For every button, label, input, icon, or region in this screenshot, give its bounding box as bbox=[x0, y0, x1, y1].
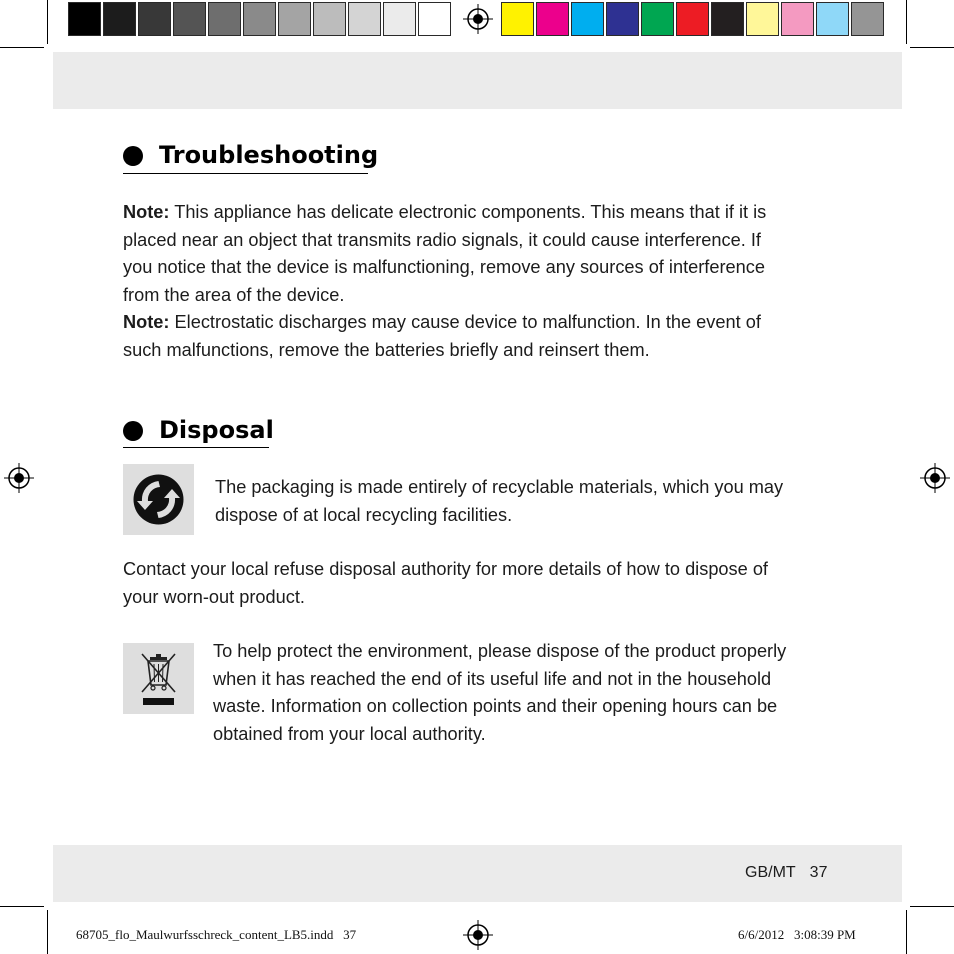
color-swatch bbox=[746, 2, 779, 36]
text-line: obtained from your local authority. bbox=[213, 723, 486, 744]
text-line: To help protect the environment, please dispose of the product properly bbox=[213, 641, 787, 661]
note-1-line: from the area of the device. bbox=[123, 284, 345, 305]
header-band bbox=[53, 52, 902, 109]
color-swatch bbox=[711, 2, 744, 36]
crop-mark bbox=[910, 906, 954, 907]
bullet-icon bbox=[123, 146, 143, 166]
text-line: when it has reached the end of its useful life and not in the household bbox=[213, 668, 772, 689]
note-1-line: you notice that the device is malfunctioning, remove any sources of interference bbox=[123, 257, 765, 277]
troubleshooting-title: Troubleshooting bbox=[159, 141, 379, 169]
color-swatch bbox=[816, 2, 849, 36]
crop-mark bbox=[0, 47, 44, 48]
color-swatch bbox=[641, 2, 674, 36]
disposal-title: Disposal bbox=[159, 416, 274, 444]
color-swatch bbox=[851, 2, 884, 36]
region-label: GB/MT bbox=[745, 864, 796, 881]
color-swatch bbox=[606, 2, 639, 36]
heading-underline bbox=[123, 173, 368, 174]
note-2-line: such malfunctions, remove the batteries briefly and reinsert them. bbox=[123, 339, 650, 360]
crop-mark bbox=[906, 910, 907, 954]
note-1-line bbox=[123, 199, 843, 227]
color-swatch bbox=[536, 2, 569, 36]
disposal-heading bbox=[123, 416, 274, 445]
registration-mark-icon bbox=[463, 4, 493, 34]
slug-filename: 68705_flo_Maulwurfsschreck_content_LB5.indd 37 bbox=[76, 927, 357, 942]
crop-mark bbox=[0, 906, 44, 907]
crop-mark bbox=[47, 910, 48, 954]
color-swatch bbox=[173, 2, 206, 36]
packaging-text bbox=[215, 474, 855, 529]
bullet-icon bbox=[123, 421, 143, 441]
note-label: Note: bbox=[123, 202, 170, 222]
color-swatch bbox=[68, 2, 101, 36]
color-swatch bbox=[313, 2, 346, 36]
color-swatch bbox=[571, 2, 604, 36]
color-swatch bbox=[138, 2, 171, 36]
registration-mark-icon bbox=[920, 463, 950, 493]
text-line: Contact your local refuse disposal authority for more details of how to dispose of bbox=[123, 559, 768, 579]
troubleshooting-heading bbox=[123, 141, 378, 170]
heading-underline bbox=[123, 447, 269, 448]
color-swatch bbox=[781, 2, 814, 36]
slug-timestamp: 6/6/2012 3:08:39 PM bbox=[738, 927, 856, 942]
note-text: Electrostatic discharges may cause device to malfunction. In the event of bbox=[169, 312, 761, 332]
registration-mark-icon bbox=[463, 920, 493, 950]
color-swatch bbox=[103, 2, 136, 36]
note-label: Note: bbox=[123, 312, 170, 332]
crossed-bin-icon bbox=[123, 643, 194, 714]
text-line: dispose of at local recycling facilities. bbox=[215, 504, 513, 525]
green-dot-recycle-icon bbox=[123, 464, 194, 535]
color-swatch bbox=[243, 2, 276, 36]
note-1-line: placed near an object that transmits radio signals, it could cause interference. If bbox=[123, 229, 761, 250]
registration-mark-icon bbox=[4, 463, 34, 493]
color-swatch bbox=[348, 2, 381, 36]
color-swatch bbox=[676, 2, 709, 36]
color-swatch bbox=[383, 2, 416, 36]
crop-mark bbox=[910, 47, 954, 48]
color-swatch bbox=[278, 2, 311, 36]
crop-mark bbox=[906, 0, 907, 44]
page-number bbox=[745, 864, 827, 882]
page-label: 37 bbox=[809, 864, 828, 881]
color-swatch bbox=[501, 2, 534, 36]
contact-text bbox=[123, 556, 843, 611]
text-line: waste. Information on collection points and their opening hours can be bbox=[213, 696, 778, 716]
note-2-line bbox=[123, 309, 843, 337]
weee-text bbox=[213, 638, 853, 748]
troubleshooting-notes bbox=[123, 199, 843, 364]
color-swatch bbox=[418, 2, 451, 36]
note-text: This appliance has delicate electronic components. This means that if it is bbox=[169, 202, 767, 222]
crop-mark bbox=[47, 0, 48, 44]
color-swatch bbox=[208, 2, 241, 36]
text-line: The packaging is made entirely of recyclable materials, which you may bbox=[215, 477, 784, 497]
text-line: your worn-out product. bbox=[123, 586, 305, 607]
